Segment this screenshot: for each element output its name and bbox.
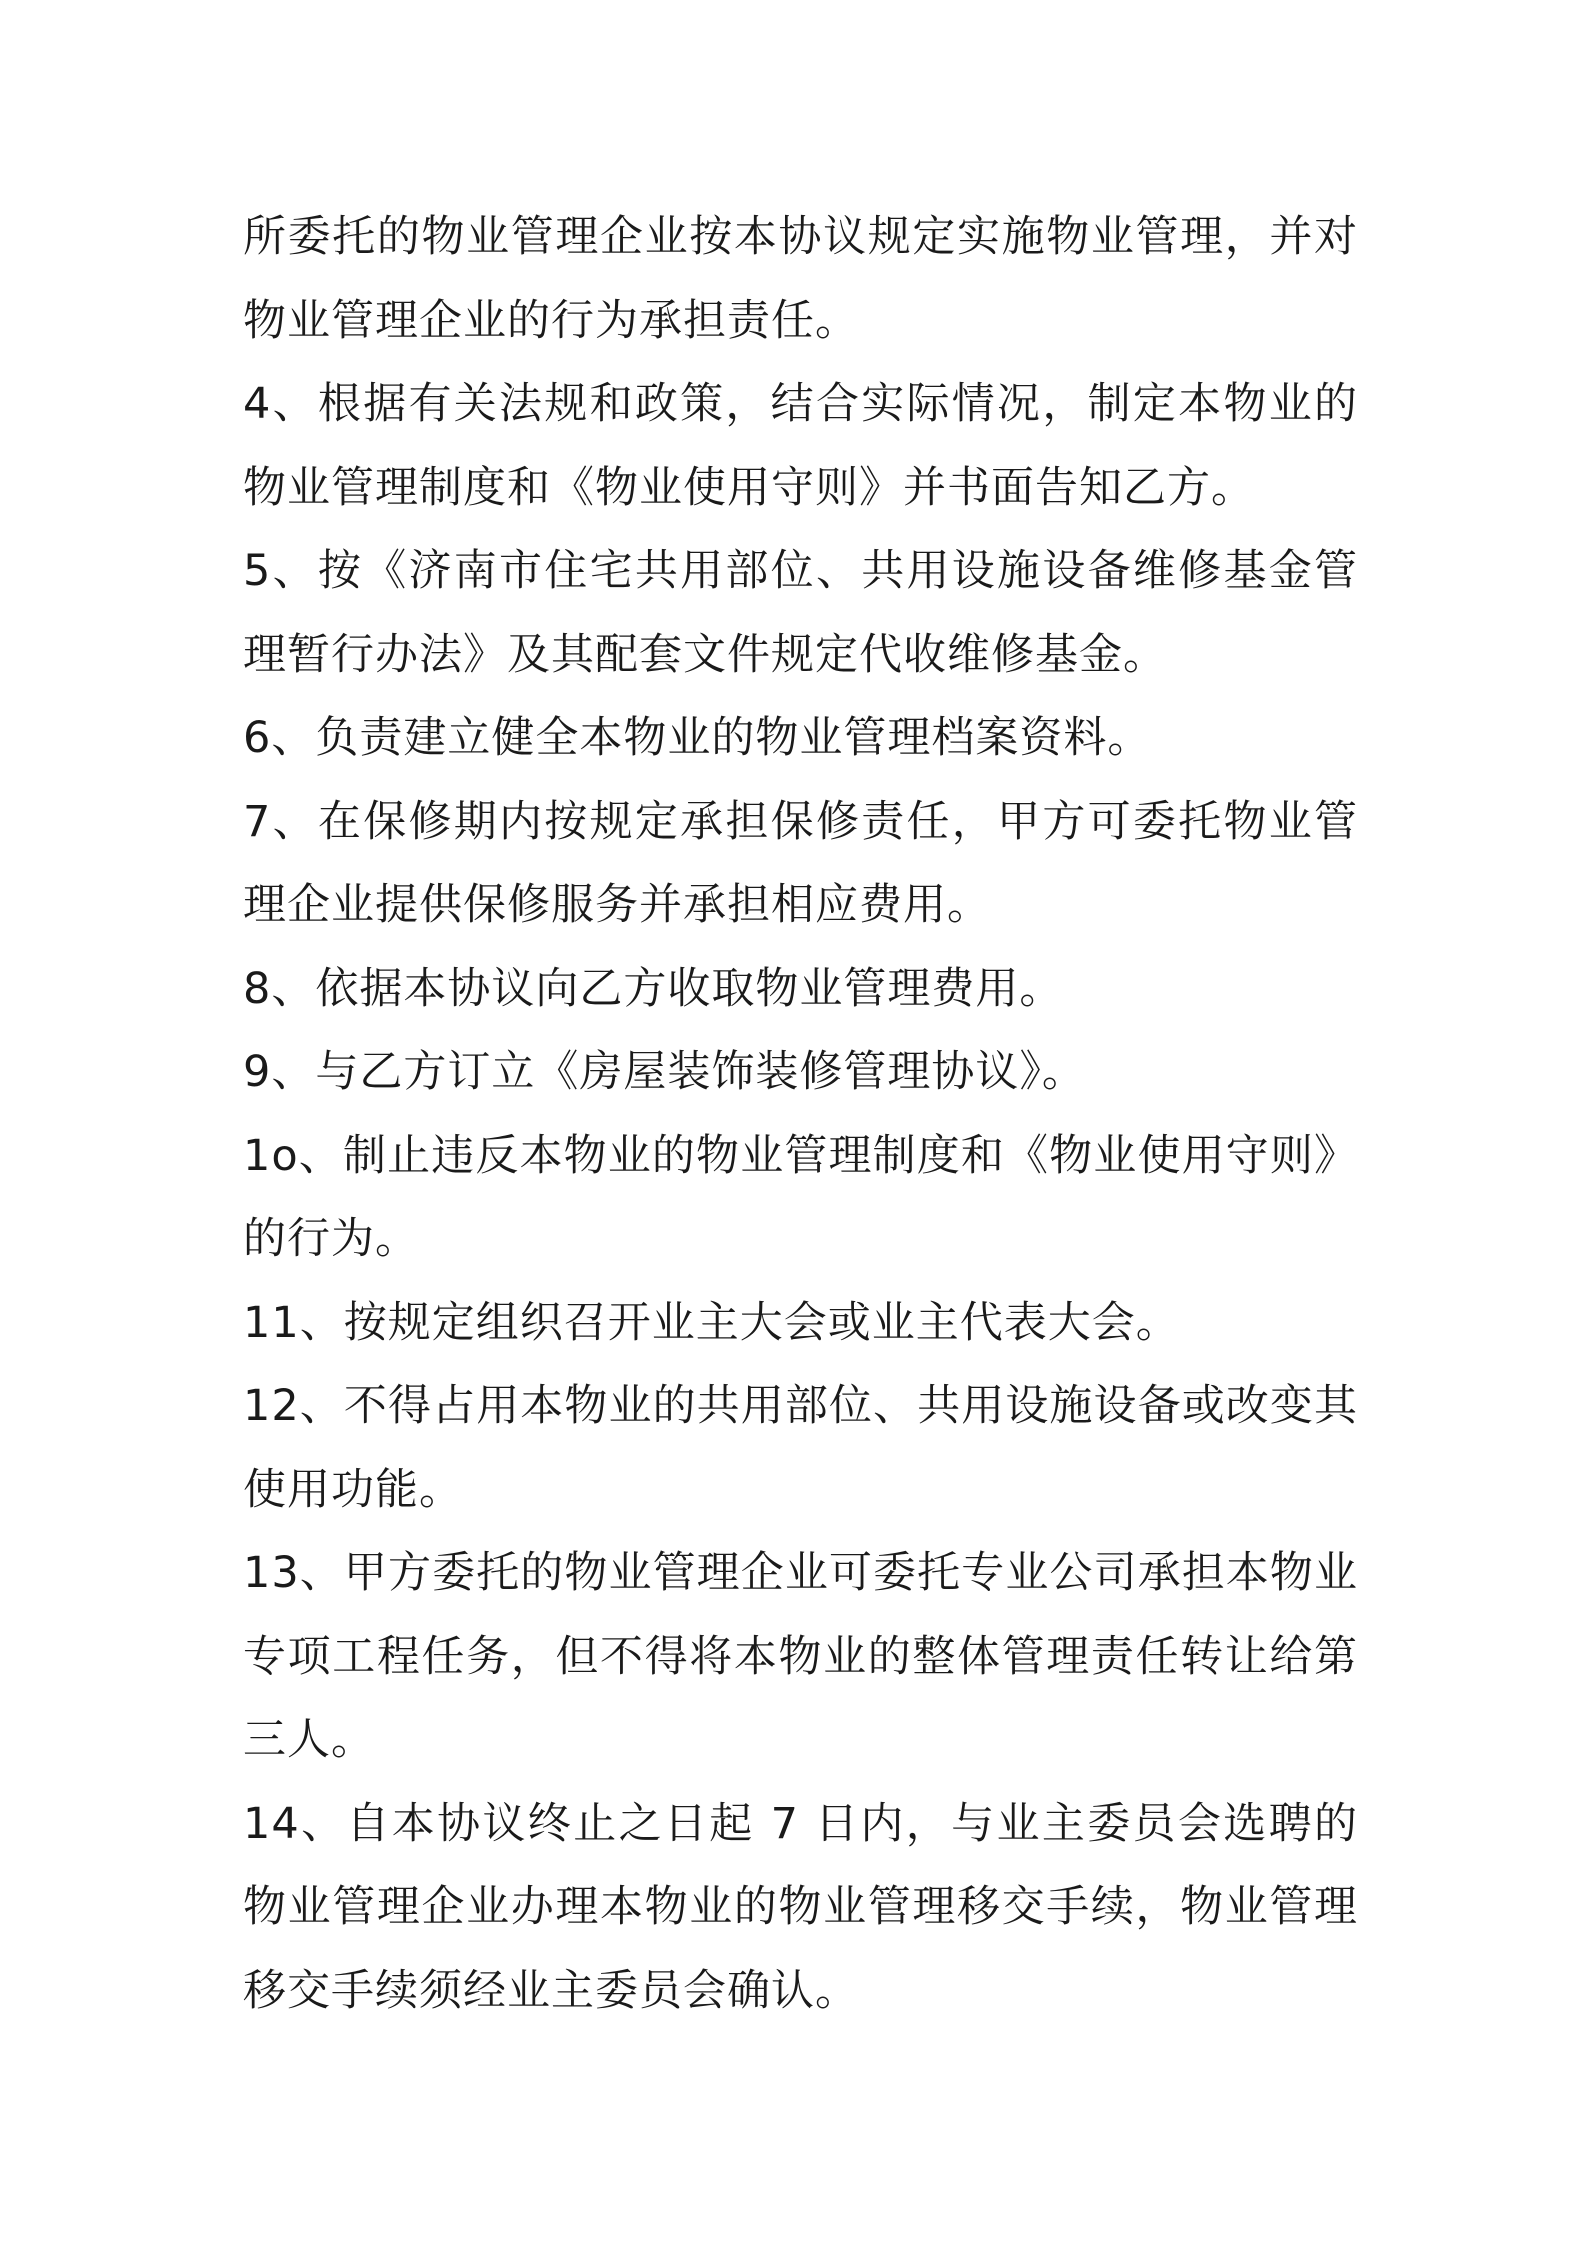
paragraph-item-9: 9、与乙方订立《房屋装饰装修管理协议》。 <box>243 1047 1086 1097</box>
paragraph-item-7: 7、在保修期内按规定承担保修责任，甲方可委托物业管理企业提供保修服务并承担相应费用。 <box>243 796 1358 930</box>
paragraph-item-12: 12、不得占用本物业的共用部位、共用设施设备或改变其使用功能。 <box>243 1381 1358 1515</box>
paragraph-item-4: 4、根据有关法规和政策，结合实际情况，制定本物业的物业管理制度和《物业使用守则》并书面告知乙方。 <box>243 379 1358 513</box>
paragraph-item-13: 13、甲方委托的物业管理企业可委托专业公司承担本物业专项工程任务，但不得将本物业的整体管理责任转让给第三人。 <box>243 1548 1358 1765</box>
paragraph-item-8: 8、依据本协议向乙方收取物业管理费用。 <box>243 963 1064 1014</box>
paragraph-item-14: 14、自本协议终止之日起 7 日内，与业主委员会选聘的物业管理企业办理本物业的物业管理移交手续，物业管理移交手续须经业主委员会确认。 <box>243 1798 1358 2016</box>
paragraph-continuation: 所委托的物业管理企业按本协议规定实施物业管理，并对物业管理企业的行为承担责任。 <box>243 212 1358 346</box>
paragraph-item-10: 1o、制止违反本物业的物业管理制度和《物业使用守则》的行为。 <box>243 1130 1358 1264</box>
document-body <box>243 196 1358 2033</box>
paragraph-item-11: 11、按规定组织召开业主大会或业主代表大会。 <box>243 1297 1180 1348</box>
paragraph-item-5: 5、按《济南市住宅共用部位、共用设施设备维修基金管理暂行办法》及其配套文件规定代收维修基金。 <box>243 546 1358 680</box>
paragraph-item-6: 6、负责建立健全本物业的物业管理档案资料。 <box>243 713 1152 763</box>
